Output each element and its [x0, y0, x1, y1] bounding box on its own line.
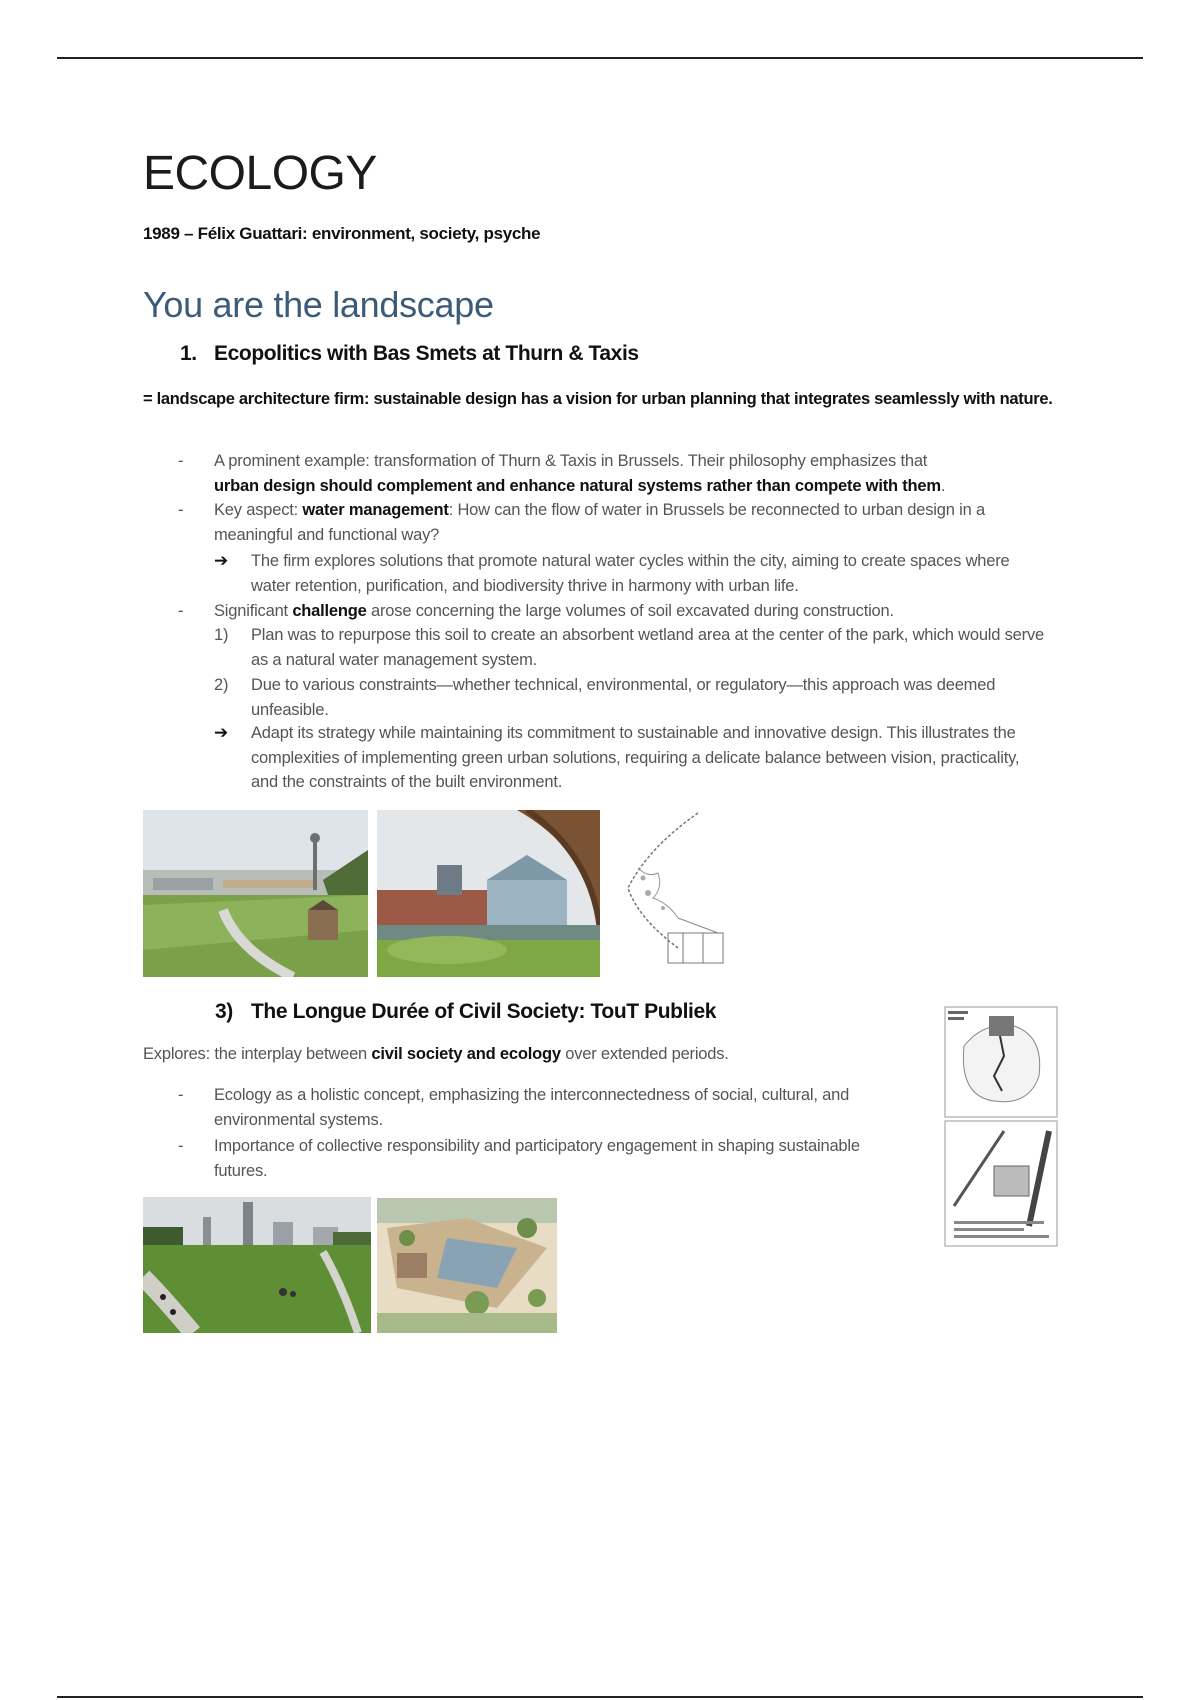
dash-marker: - [178, 1137, 184, 1155]
bullet-text-end: arose concerning the large volumes of soil excavated during construction. [371, 602, 894, 620]
bullet-text: Key aspect: [214, 501, 299, 519]
photo-park-path [143, 810, 368, 977]
bullet-challenge [178, 599, 1058, 624]
bullet-text-end: . [940, 476, 946, 495]
heading-tout-publiek [215, 1000, 716, 1024]
bullet-text: A prominent example: transformation of Thurn & Taxis in Brussels. Their philosophy emphasizes that [214, 452, 928, 470]
explores-text-end: over extended periods. [565, 1045, 729, 1063]
dash-marker: - [178, 452, 184, 470]
bullet-text: Importance of collective responsibility and participatory engagement in shaping sustainable futures. [214, 1137, 860, 1180]
bullet-text-end: : How can the flow of water in Brussels be reconnected to urban design in a meaningful and functional way? [214, 501, 985, 544]
arrow-adapt-strategy [214, 721, 1064, 795]
number-marker: 2) [214, 676, 229, 694]
heading-ecopolitics [180, 342, 639, 366]
section-heading: You are the landscape [143, 284, 494, 325]
dash-marker: - [178, 501, 184, 519]
illustration-aerial-view [377, 1198, 557, 1333]
numbered-item-2 [214, 673, 1064, 722]
numbered-text: Due to various constraints—whether technical, environmental, or regulatory—this approach was deemed unfeasible. [251, 676, 996, 719]
photo-greenhouse-pond [377, 810, 600, 977]
bottom-rule [57, 1696, 1143, 1698]
explores-bold-text: civil society and ecology [371, 1045, 561, 1063]
bullet-collective-responsibility [178, 1134, 918, 1183]
sketch-plan-drawing [608, 808, 753, 978]
number-marker: 1) [214, 626, 229, 644]
bullet-holistic-concept [178, 1083, 918, 1132]
numbered-text: Plan was to repurpose this soil to create an absorbent wetland area at the center of the park, which would serve as a natural water management system. [251, 626, 1044, 669]
heading-text: The Longue Durée of Civil Society: TouT Publiek [251, 1000, 717, 1023]
arrow-text: The firm explores solutions that promote natural water cycles within the city, aiming to create spaces where water retention, purification, and biodiversity thrive in harmony with urban life. [251, 552, 1010, 595]
heading-number: 1. [180, 342, 197, 365]
heading-text: Ecopolitics with Bas Smets at Thurn & Taxis [214, 342, 639, 365]
explores-text: Explores: the interplay between [143, 1045, 368, 1063]
dash-marker: - [178, 602, 184, 620]
arrow-right-icon: ➔ [214, 551, 229, 570]
heading-number: 3) [215, 1000, 233, 1023]
bullet-bold-text: challenge [292, 602, 367, 620]
photo-park-lawn [143, 1197, 371, 1333]
firm-definition: = landscape architecture firm: sustainable design has a vision for urban planning that integrates seamlessly with nature. [143, 390, 1053, 408]
bullet-water-management [178, 498, 1058, 547]
explores-line [143, 1042, 729, 1067]
numbered-item-1 [214, 623, 1064, 672]
bullet-text: Significant [214, 602, 288, 620]
top-rule [57, 57, 1143, 59]
bullet-bold-text: water management [302, 501, 449, 519]
map-brussels-site [944, 1006, 1058, 1248]
document-subtitle: 1989 – Félix Guattari: environment, society, psyche [143, 224, 541, 243]
arrow-text: Adapt its strategy while maintaining its commitment to sustainable and innovative design. This illustrates the complexities of implementing green urban solutions, requiring a delicate balance between vision, practicality, and the constraints of the built environment. [251, 724, 1020, 791]
document-title: ECOLOGY [143, 147, 377, 200]
bullet-text: Ecology as a holistic concept, emphasizing the interconnectedness of social, cultural, and environmental systems. [214, 1086, 850, 1129]
arrow-right-icon: ➔ [214, 723, 229, 742]
dash-marker: - [178, 1086, 184, 1104]
arrow-water-cycles [214, 549, 1064, 598]
bullet-bold-text: urban design should complement and enhance natural systems rather than compete with them [214, 476, 941, 495]
bullet-prominent-example [178, 449, 1058, 498]
